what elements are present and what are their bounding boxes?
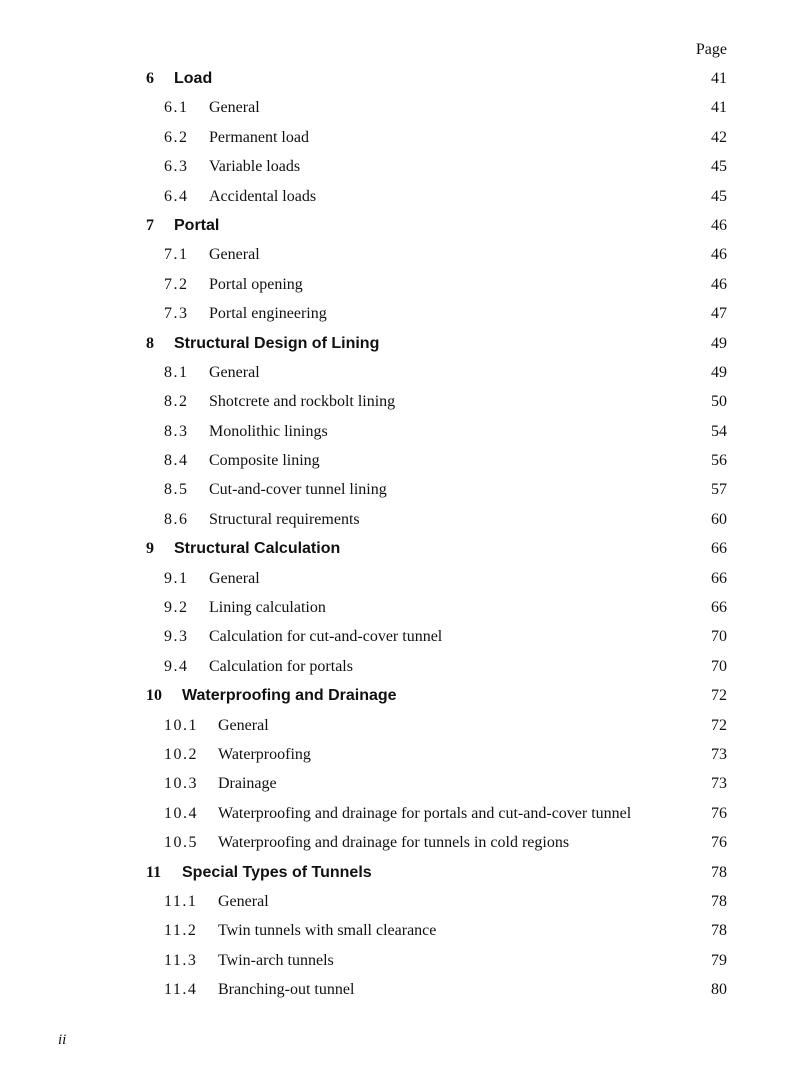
toc-chapter-entry [0,537,790,566]
toc-section-entry [0,302,790,331]
toc-entry-page: 57 [711,481,727,499]
toc-entry-number: 7.3 [164,305,189,323]
toc-entry-title: Calculation for portals [209,657,353,675]
toc-entry-title: Shotcrete and rockbolt lining [209,393,396,411]
toc-section-entry [0,361,790,390]
toc-section-entry [0,155,790,184]
toc-entry-number: 11.2 [164,922,198,940]
page-number: ii [58,1032,67,1048]
toc-section-entry [0,743,790,772]
toc-entry-number: 11.3 [164,951,198,969]
toc-entry-number: 6.4 [164,187,189,205]
toc-entry-number: 8.3 [164,422,189,440]
toc-entry-page: 42 [711,128,727,146]
toc-entry-page: 76 [711,804,727,822]
toc-entry-title: Portal [174,216,220,234]
toc-section-entry [0,802,790,831]
toc-entry-number: 9 [146,540,154,558]
toc-entry-number: 10.1 [164,716,198,734]
toc-entry-title: Special Types of Tunnels [182,863,372,881]
toc-entry-page: 73 [711,745,727,763]
toc-entry-number: 6 [146,70,154,87]
toc-entry-number: 9.3 [164,628,189,646]
toc-entry-page: 60 [711,510,727,528]
page-column-label: Page [695,41,727,58]
toc-section-entry [0,831,790,860]
toc-entry-title: Branching-out tunnel [218,981,355,999]
toc-entry-title: General [209,363,260,381]
toc-section-entry [0,273,790,302]
toc-entry-title: Portal engineering [209,305,327,323]
toc-entry-title: Waterproofing [218,745,311,763]
toc-entry-page: 45 [711,158,727,176]
toc-section-entry [0,978,790,1007]
toc-section-entry [0,919,790,948]
toc-entry-page: 79 [711,951,727,969]
toc-chapter-entry [0,861,790,890]
toc-entry-page: 46 [711,246,727,264]
toc-section-entry [0,390,790,419]
toc-entry-page: 50 [711,393,727,411]
toc-entry-number: 10 [146,687,162,705]
toc-entry-title: Accidental loads [209,187,317,205]
toc-entry-title: General [218,716,269,734]
toc-entry-page: 46 [711,216,727,234]
toc-entry-page: 78 [711,863,727,881]
toc-entry-title: Drainage [218,775,277,793]
toc-entry-page: 70 [711,628,727,646]
toc-entry-title: Waterproofing and drainage for portals and cut-and-cover tunnel [218,804,632,822]
toc-entry-title: Twin-arch tunnels [218,951,334,969]
toc-section-entry [0,567,790,596]
toc-entry-title: Cut-and-cover tunnel lining [209,481,387,499]
toc-entry-number: 11 [146,863,162,881]
toc-entry-number: 7.1 [164,246,189,264]
table-of-contents [0,67,790,1008]
toc-entry-number: 9.2 [164,599,189,617]
toc-section-entry [0,596,790,625]
toc-entry-title: Load [174,70,213,87]
toc-section-entry [0,949,790,978]
toc-entry-number: 9.1 [164,569,189,587]
toc-entry-page: 70 [711,657,727,675]
toc-entry-title: Twin tunnels with small clearance [218,922,437,940]
toc-section-entry [0,126,790,155]
toc-entry-number: 9.4 [164,657,189,675]
toc-entry-page: 66 [711,540,727,558]
toc-entry-page: 46 [711,275,727,293]
toc-entry-page: 66 [711,599,727,617]
toc-section-entry [0,714,790,743]
toc-entry-title: Monolithic linings [209,422,328,440]
toc-entry-title: Waterproofing and drainage for tunnels in cold regions [218,834,570,852]
toc-chapter-entry [0,214,790,243]
toc-entry-number: 8.1 [164,363,189,381]
toc-chapter-entry [0,332,790,361]
toc-section-entry [0,890,790,919]
toc-entry-number: 8.4 [164,452,189,470]
toc-entry-page: 47 [711,305,727,323]
toc-entry-page: 78 [711,892,727,910]
toc-entry-page: 49 [711,334,727,352]
toc-chapter-entry [0,684,790,713]
toc-entry-title: Lining calculation [209,599,326,617]
toc-entry-title: Permanent load [209,128,309,146]
toc-section-entry [0,508,790,537]
toc-section-entry [0,478,790,507]
toc-entry-title: Portal opening [209,275,303,293]
toc-entry-title: General [209,246,260,264]
toc-entry-title: General [209,569,260,587]
toc-section-entry [0,96,790,125]
toc-entry-number: 10.3 [164,775,198,793]
toc-entry-number: 11.4 [164,981,198,999]
toc-entry-title: General [209,99,260,117]
toc-entry-page: 41 [711,99,727,117]
toc-entry-page: 49 [711,363,727,381]
toc-entry-number: 7 [146,216,154,234]
toc-section-entry [0,420,790,449]
toc-entry-number: 8.6 [164,510,189,528]
toc-section-entry [0,243,790,272]
toc-entry-number: 10.5 [164,834,198,852]
toc-entry-number: 11.1 [164,892,198,910]
toc-entry-page: 54 [711,422,727,440]
toc-entry-title: Structural Design of Lining [174,334,380,352]
toc-entry-title: Waterproofing and Drainage [182,687,397,705]
toc-entry-title: Structural requirements [209,510,360,528]
toc-entry-number: 7.2 [164,275,189,293]
toc-section-entry [0,449,790,478]
toc-entry-number: 8.2 [164,393,189,411]
toc-entry-number: 8.5 [164,481,189,499]
toc-section-entry [0,625,790,654]
toc-entry-number: 6.3 [164,158,189,176]
toc-entry-number: 6.2 [164,128,189,146]
toc-entry-page: 72 [711,716,727,734]
toc-section-entry [0,185,790,214]
toc-entry-page: 72 [711,687,727,705]
toc-entry-title: Variable loads [209,158,301,176]
toc-entry-page: 80 [711,981,727,999]
toc-section-entry [0,655,790,684]
toc-entry-number: 10.2 [164,745,198,763]
toc-entry-page: 73 [711,775,727,793]
toc-entry-page: 41 [711,70,727,87]
toc-entry-number: 10.4 [164,804,198,822]
toc-entry-number: 8 [146,334,154,352]
toc-entry-page: 66 [711,569,727,587]
toc-entry-title: General [218,892,269,910]
toc-entry-title: Structural Calculation [174,540,341,558]
toc-entry-page: 78 [711,922,727,940]
toc-section-entry [0,772,790,801]
toc-chapter-entry [0,67,790,96]
toc-entry-page: 56 [711,452,727,470]
toc-entry-number: 6.1 [164,99,189,117]
toc-entry-title: Calculation for cut-and-cover tunnel [209,628,443,646]
toc-entry-title: Composite lining [209,452,320,470]
toc-entry-page: 76 [711,834,727,852]
toc-entry-page: 45 [711,187,727,205]
